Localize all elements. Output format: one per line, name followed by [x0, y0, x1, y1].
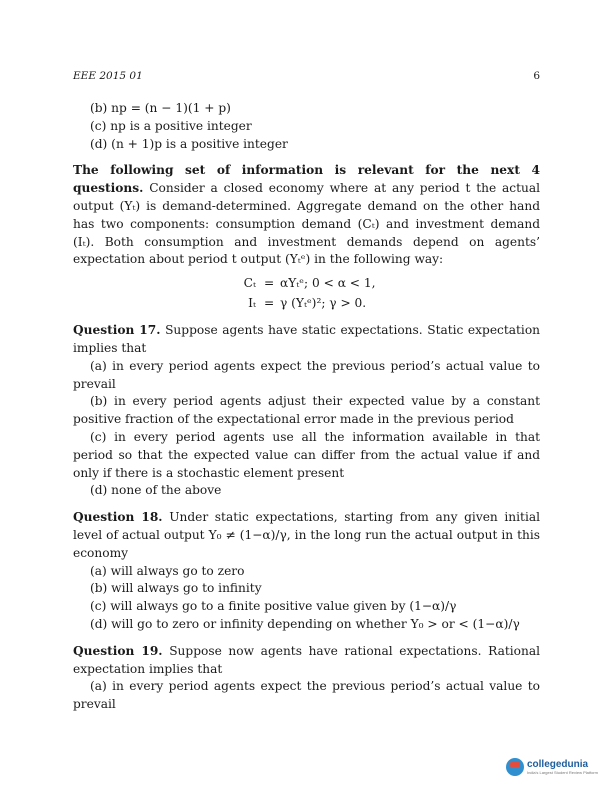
- question-19-stem: Suppose now agents have rational expectations. Rational expectation implies that: [73, 643, 540, 676]
- logo-tagline: India's Largest Student Review Platform: [526, 769, 598, 775]
- equation-block: [228, 273, 540, 313]
- question-17-label: Question 17.: [73, 323, 161, 338]
- q17-option-a: (a) in every period agents expect the previous period’s actual value to prevail: [73, 358, 540, 391]
- q17-option-b: (b) in every period agents adjust their expected value by a constant positive fraction of the expectational error made in the previous period: [73, 394, 540, 427]
- logo-name: collegedunia: [526, 758, 589, 770]
- q19-option-a: (a) in every period agents expect the previous period’s actual value to prevail: [73, 679, 540, 712]
- equation-investment: Iₜ = γ (Yₜᵉ)²; γ > 0.: [248, 296, 367, 311]
- prev-option-c: (c) np is a positive integer: [90, 118, 252, 133]
- question-17: [73, 322, 540, 358]
- q17-option-c: (c) in every period agents use all the information available in that period so that the expected value can differ from the actual value if and only if there is a stochastic element present: [73, 429, 540, 480]
- question-18-stem: Under static expectations, starting from any given initial level of actual output Y₀ ≠ (1−α)/γ, in the long run the actual output in this economy: [73, 510, 541, 560]
- q17-option-d: (d) none of the above: [90, 483, 222, 498]
- page-content: [73, 100, 540, 714]
- question-18: [73, 509, 540, 562]
- q18-option-d: (d) will go to zero or infinity depending on whether Y₀ > or < (1−α)/γ: [90, 616, 520, 631]
- graduate-cap-icon: [506, 758, 524, 776]
- q18-option-c: (c) will always go to a finite positive value given by (1−α)/γ: [90, 599, 457, 614]
- prev-option-b: (b) np = (n − 1)(1 + p): [90, 101, 231, 115]
- question-19-label: Question 19.: [73, 643, 163, 658]
- equation-consumption: Cₜ = αYₜᵉ; 0 < α < 1,: [243, 276, 376, 291]
- q18-option-b: (b) will always go to infinity: [90, 581, 262, 596]
- prev-option-d: (d) (n + 1)p is a positive integer: [90, 136, 288, 151]
- exam-code: EEE 2015 01: [73, 70, 143, 82]
- page-number: 6: [533, 70, 540, 82]
- question-18-label: Question 18.: [73, 510, 163, 525]
- info-paragraph: [73, 162, 540, 269]
- info-text: Consider a closed economy where at any period t the actual output (Yₜ) is demand-determined. Aggregate demand on the other hand has two components: consumption demand (Cₜ) and investment demand (Iₜ). Both consumption and investment demands depend on agents’ expectation about period t output (Yₜᵉ) in the following way:: [73, 181, 540, 267]
- q18-option-a: (a) will always go to zero: [90, 563, 245, 578]
- question-19: [73, 643, 540, 679]
- collegedunia-logo: [506, 758, 598, 776]
- question-17-stem: Suppose agents have static expectations. Static expectation implies that: [73, 323, 541, 355]
- info-lead: The following set of information is relevant for the next 4 questions.: [73, 163, 540, 196]
